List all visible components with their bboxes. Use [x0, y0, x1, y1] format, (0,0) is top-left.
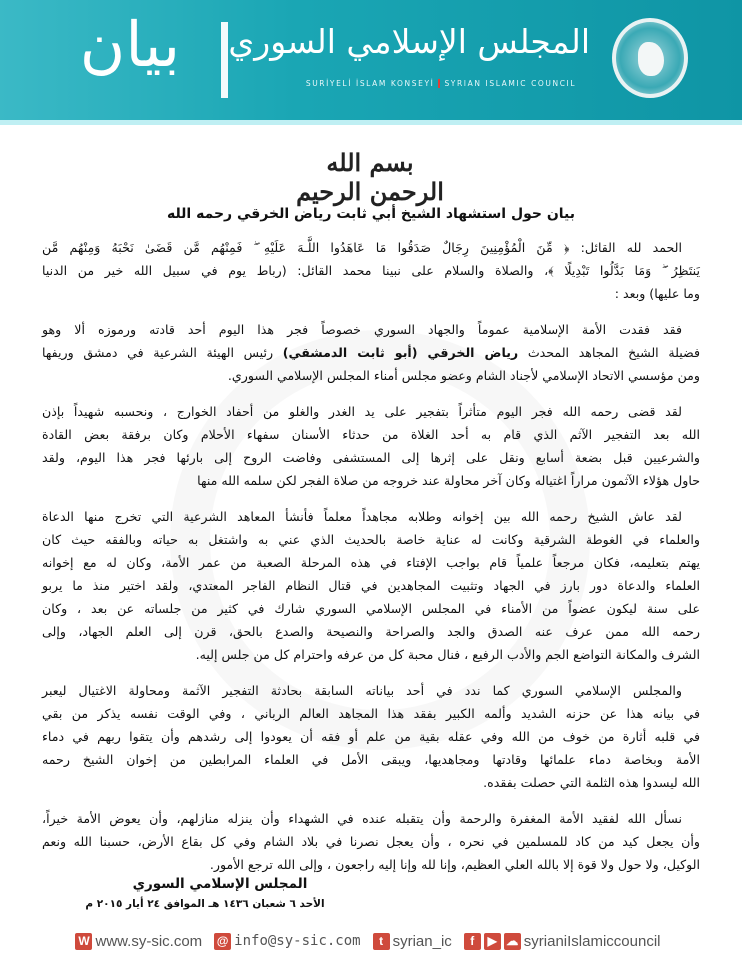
paragraph	[42, 679, 700, 794]
text-line: في بيانه هذا عن حزنه الشديد وألمه الكبير بفقد هذا المجاهد العالم الرباني ، وفي الوقت نفسه يذكر من بقي	[42, 706, 700, 721]
web-icon: W	[75, 933, 92, 950]
website-link[interactable]	[75, 933, 202, 950]
text-line: وأن يجعل كيد من كاد للمسلمين في نحره ، وأن يعجل نصرنا في بلاد الشام وفي كل بقاع الأرض، حسبنا الله ونعم	[42, 834, 700, 849]
text-line: لقد قضى رحمه الله فجر اليوم متأثراً بتفجير على يد الغدر والغلو من أحفاد الخوارج ، ونحسبه شهيداً بإذن	[42, 404, 682, 419]
text-line: حاول هؤلاء الآثمون مراراً اغتياله وكان آخر محاولة عند خروجه من صلاة الفجر لكن سلمه الله منها	[197, 473, 700, 488]
text-line: والعلماء في الغوطة الشرقية وكانت له عناية خاصة بالحديث الذي عني به واشتغل به حياته وبالفقه حيث كان	[42, 532, 700, 547]
paragraph	[42, 807, 700, 876]
paragraph	[42, 236, 700, 305]
text-line: يهتم بتعليمه، فكان مرجعاً علمياً قام بواجب الإفتاء في هذه المرحلة الصعبة من عمر الأمة، وكان له مع إخوانه	[42, 555, 700, 570]
youtube-icon[interactable]: ▶	[484, 933, 501, 950]
twitter-icon: t	[373, 933, 390, 950]
text-segment: فضيلة الشيخ المجاهد المحدث	[518, 345, 700, 360]
document-type-label: بيان	[79, 8, 181, 81]
text-line: الله بعد التفجير الآثم الذي قام به أحد الغلاة من حدثاء الأسنان سفهاء الأحلام وكان برفقة بعض القادة	[42, 427, 700, 442]
header-strip	[0, 120, 742, 125]
twitter-text: syrian_ic	[392, 932, 452, 950]
divider	[221, 22, 228, 98]
text-line: وما عليها) وبعد :	[614, 286, 700, 301]
text-line: رحمه الله ممن عرف عنه الصدق والجد والصراحة والنصيحة والصدع بالحق، قرن إلى العلم الجهاد، وإلى	[42, 624, 700, 639]
org-name-arabic: المجلس الإسلامي السوري	[228, 22, 590, 61]
text-segment: رئيس الهيئة الشرعية في دمشق وريفها	[42, 345, 283, 360]
org-name-english: SYRIAN ISLAMIC COUNCIL	[444, 79, 577, 88]
text-line: الأمة وبخاصة دماء علمائها وقادتها ومجاهديها، ويبقى الأمل في العلماء المرابطين من إخوان الشيخ رحمه	[42, 752, 700, 767]
text-line	[42, 341, 700, 364]
text-line: العلماء والدعاة دور بارز في الجهاد وتثبيت المجاهدين في قتال النظام الفاجر المعتدي، ولقد اختير منذ ما يربو	[42, 578, 700, 593]
paragraph	[42, 400, 700, 492]
text-line: الله ليسدوا هذه الثلمة التي حصلت بفقده.	[483, 775, 700, 790]
social-links[interactable]	[464, 933, 661, 950]
signature: المجلس الإسلامي السوري	[132, 876, 308, 892]
social-handle-text: syrianiIslamiccouncil	[523, 932, 661, 950]
statement-date: الأحد ٦ شعبان ١٤٣٦ هـ الموافق ٢٤ أيار ٢٠١٥ م	[85, 898, 325, 910]
facebook-icon[interactable]: f	[464, 933, 481, 950]
header-banner	[0, 0, 742, 120]
text-line: الوكيل، ولا حول ولا قوة إلا بالله العلي العظيم، وإنا لله وإنا إليه راجعون ، وإلى الله ترجع الأمور.	[209, 857, 700, 872]
statement-body	[42, 236, 700, 889]
at-icon: @	[214, 933, 231, 950]
council-logo-icon	[612, 18, 688, 98]
website-text: www.sy-sic.com	[95, 932, 203, 950]
text-line: في قلبه أثارة من خوف من الله وفي عقله بقية من علم أو فقه أن يعودوا إلى رشدهم وأن يتقوا ربهم في دماء	[42, 729, 700, 744]
text-line: والشرعيين قبل بضعة أسابع ونقل على إثرها إلى المستشفى وفاضت الروح إلى بارئها فجر هذا اليوم، ولقد	[42, 450, 700, 465]
soundcloud-icon[interactable]: ☁	[504, 933, 521, 950]
email-link[interactable]	[214, 933, 360, 950]
text-line: يَنتَظِرُ ۖ وَمَا بَدَّلُوا تَبْدِيلًا ﴾، والصلاة والسلام على نبينا محمد القائل: (رباط يوم في سبيل الله خير من الدنيا	[42, 263, 700, 278]
basmala-calligraphy: بسم الله الرحمن الرحيم	[296, 148, 444, 206]
paragraph	[42, 505, 700, 666]
text-line: الشرف والمكانة التواضع الجم والأدب الرفيع ، فنال محبة كل من عرفه واحترام كل من جلس إليه.	[195, 647, 700, 662]
twitter-link[interactable]	[373, 933, 452, 950]
sheikh-name-bold: رياض الخرقي (أبو ثابت الدمشقي)	[282, 345, 519, 360]
divider	[438, 79, 440, 88]
text-line: والمجلس الإسلامي السوري كما ندد في أحد بياناته السابقة بحادثة التفجير الآثمة ومحاولة الاغتيال ليعبر	[42, 683, 682, 698]
text-line: فقد فقدت الأمة الإسلامية عموماً والجهاد السوري خصوصاً فجر هذا اليوم أحد قادته ورموزه ألا وهو	[42, 322, 682, 337]
text-line: لقد عاش الشيخ رحمه الله بين إخوانه وطلابه مجاهداً معلماً فأنشأ المعاهد الشرعية التي تخرج منها الدعاة	[42, 509, 682, 524]
org-name-turkish: SURİYELİ İSLAM KONSEYİ	[305, 79, 435, 88]
statement-title: بيان حول استشهاد الشيخ أبي ثابت رياض الخرقي رحمه الله	[166, 206, 576, 222]
footer-contacts	[0, 930, 742, 952]
text-line: ومن مؤسسي الاتحاد الإسلامي لأجناد الشام وعضو مجلس أمناء المجلس الإسلامي السوري.	[227, 368, 700, 383]
email-text: info@sy-sic.com	[234, 933, 361, 949]
text-line: نسأل الله لفقيد الأمة المغفرة والرحمة وأن يتقبله عنده في الشهداء وأن ينزله منازلهم، وأن يعوض الأمة خيراً،	[42, 811, 682, 826]
text-line: الحمد لله القائل: ﴿ مِّنَ الْمُؤْمِنِينَ رِجَالٌ صَدَقُوا مَا عَاهَدُوا اللَّـهَ عَلَيْهِ ۖ فَمِنْهُم مَّن قَضَىٰ نَحْبَهُ وَمِنْهُم مَّن	[42, 240, 682, 255]
paragraph	[42, 318, 700, 387]
text-line: على سنة ليكون عضواً من الأمناء في المجلس الإسلامي السوري شارك في كثير من جلساته عن بعد ، وكان	[42, 601, 700, 616]
org-name-subtitle	[296, 79, 586, 88]
